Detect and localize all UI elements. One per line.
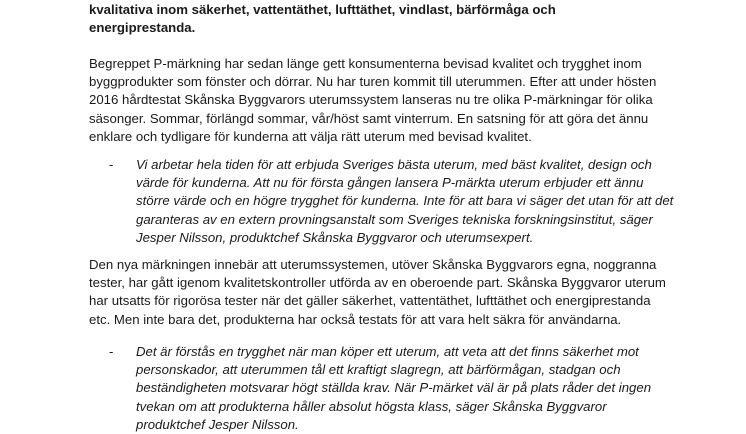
- quote-block-1: [109, 156, 709, 247]
- quote-text: [136, 156, 709, 247]
- body-paragraph-2: [89, 256, 709, 329]
- quote-line: produktchef Jesper Nilsson.: [136, 416, 299, 432]
- lead-line: kvalitativa inom säkerhet, vattentäthet, lufttäthet, vindlast, bärförmåga och: [89, 2, 556, 17]
- quote-line: garanteras av en extern provningsanstalt som Sveriges tekniska forskningsinstitut, säger: [136, 211, 653, 227]
- quote-dash: -: [109, 344, 114, 359]
- quote-line: större värde och en högre trygghet för kunderna. Inte för att bara vi säger det utan för att det: [136, 193, 674, 209]
- paragraph-line: enklare och tydligare för kunderna att välja rätt uterum med bevisad kvalitet.: [89, 128, 532, 144]
- quote-line: Vi arbetar hela tiden för att erbjuda Sveriges bästa uterum, med bäst kvalitet, design och: [136, 157, 652, 172]
- paragraph-line: har utsatts för rigorösa tester när det gäller säkerhet, vattentäthet, lufttäthet och energiprestanda: [89, 293, 651, 309]
- lead-line: energiprestanda.: [89, 20, 196, 35]
- quote-line: personskador, att uterummen tål ett kraftigt slagregn, att bärförmågan, stadgan och: [136, 362, 621, 378]
- lead-paragraph: [89, 1, 709, 37]
- quote-line: Det är förstås en trygghet när man köper ett uterum, att veta att det finns säkerhet mot: [136, 344, 639, 359]
- paragraph-line: tester, har gått igenom kvalitetskontroller utförda av en oberoende part. Skånska Byggvaror uterum: [89, 275, 666, 291]
- quote-line: värde för kunderna. Att nu för första gången lansera P-märkta uterum erbjuder ett ännu: [136, 175, 644, 191]
- paragraph-line: säsonger. Sommar, förlängd sommar, vår/höst samt vinterrum. En satsning för att göra det ännu: [89, 110, 649, 126]
- paragraph-line: 2016 hårdtestat Skånska Byggvarors uterumssystem lanseras nu tre olika P-märkningar för olika: [89, 92, 653, 108]
- paragraph-line: byggprodukter som fönster och dörrar. Nu har turen kommit till uterummen. Efter att under hösten: [89, 74, 657, 90]
- quote-line: Jesper Nilsson, produktchef Skånska Byggvaror och uterumsexpert.: [136, 229, 534, 245]
- quote-dash: -: [109, 157, 114, 172]
- paragraph-line: Den nya märkningen innebär att uterumssystemen, utöver Skånska Byggvarors egna, noggranna: [89, 257, 657, 272]
- quote-text: [136, 343, 709, 434]
- body-paragraph-1: [89, 55, 709, 146]
- quote-line: beständigheten motsvarar högt ställda krav. När P-märket väl är på plats råder det ingen: [136, 380, 652, 396]
- quote-block-2: [109, 343, 709, 434]
- paragraph-line: etc. Men inte bara det, produkterna har också testats för att vara helt säkra för användarna.: [89, 311, 622, 327]
- quote-line: tvekan om att produkterna håller absolut högsta klass, säger Skånska Byggvaror: [136, 398, 607, 414]
- paragraph-line: Begreppet P-märkning har sedan länge gett konsumenterna bevisad kvalitet och trygghet inom: [89, 56, 642, 71]
